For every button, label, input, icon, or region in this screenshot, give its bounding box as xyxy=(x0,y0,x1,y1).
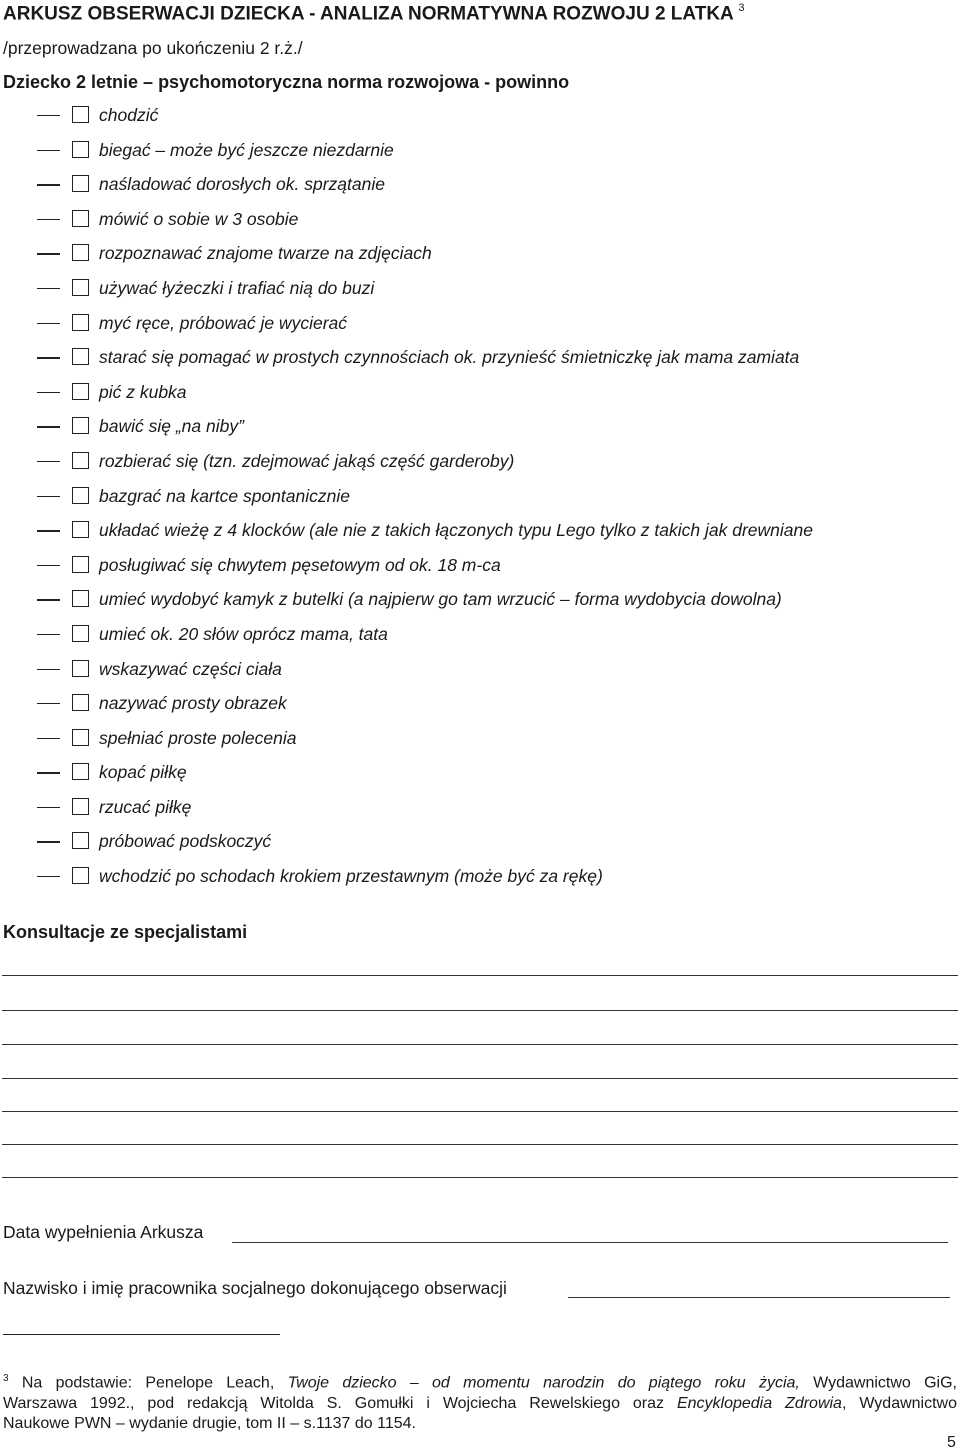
footnote xyxy=(3,1369,957,1435)
footnote-line-2 xyxy=(3,1394,957,1415)
consultation-line[interactable] xyxy=(2,1044,958,1045)
footnote-line-1 xyxy=(3,1369,957,1394)
item-label: spełniać proste polecenia xyxy=(99,727,297,748)
dash-mark xyxy=(37,738,60,739)
consultations-heading: Konsultacje ze specjalistami xyxy=(3,922,248,942)
date-field-label: Data wypełnienia Arkusza xyxy=(3,1222,204,1242)
footnote-book-title: Encyklopedia Zdrowia xyxy=(676,1394,842,1412)
title-text: ARKUSZ OBSERWACJI DZIECKA - ANALIZA NORMATYWNA ROZWOJU 2 LATKA xyxy=(3,3,734,25)
item-label: nazywać prosty obrazek xyxy=(99,693,287,714)
checklist-item xyxy=(0,686,960,721)
consultation-line[interactable] xyxy=(2,975,958,976)
dash-mark xyxy=(37,599,60,600)
footnote-text: Wydawnictwo GiG, xyxy=(799,1374,957,1392)
worker-field-line[interactable] xyxy=(568,1297,950,1298)
item-label: starać się pomagać w prostych czynnościach ok. przynieść śmietniczkę jak mama zamiata xyxy=(99,347,800,368)
footnote-book-title: Twoje dziecko – od momentu narodzin do piątego roku życia, xyxy=(287,1374,800,1392)
dash-mark xyxy=(37,876,60,877)
checkbox[interactable] xyxy=(72,832,89,849)
checkbox[interactable] xyxy=(72,383,89,400)
item-label: używać łyżeczki i trafiać nią do buzi xyxy=(99,277,375,298)
checkbox[interactable] xyxy=(72,694,89,711)
dash-mark xyxy=(37,150,60,151)
checkbox[interactable] xyxy=(72,660,89,677)
checklist-item xyxy=(0,479,960,514)
checklist-item xyxy=(0,859,960,894)
consultation-line[interactable] xyxy=(2,1078,958,1079)
section-heading: Dziecko 2 letnie – psychomotoryczna norma rozwojowa - powinno xyxy=(3,72,570,92)
checklist-item xyxy=(0,548,960,583)
checkbox[interactable] xyxy=(72,798,89,815)
item-label: posługiwać się chwytem pęsetowym od ok. 18 m-ca xyxy=(99,554,501,575)
checklist-item xyxy=(0,721,960,756)
item-label: układać wieżę z 4 klocków (ale nie z takich łączonych typu Lego tylko z takich jak drewniane xyxy=(99,520,813,541)
checklist-item xyxy=(0,236,960,271)
item-label: rozbierać się (tzn. zdejmować jakąś część garderoby) xyxy=(99,450,515,471)
consultation-line[interactable] xyxy=(2,1177,958,1178)
checkbox[interactable] xyxy=(72,590,89,607)
dash-mark xyxy=(37,807,60,808)
item-label: próbować podskoczyć xyxy=(99,831,272,852)
checklist-item xyxy=(0,652,960,687)
checklist-item xyxy=(0,306,960,341)
checkbox[interactable] xyxy=(72,556,89,573)
item-label: rzucać piłkę xyxy=(99,796,192,817)
item-label: rozpoznawać znajome twarze na zdjęciach xyxy=(99,243,432,264)
checklist-item xyxy=(0,617,960,652)
checklist-item xyxy=(0,824,960,859)
checkbox[interactable] xyxy=(72,729,89,746)
item-label: wskazywać części ciała xyxy=(99,658,282,679)
dash-mark xyxy=(37,565,60,566)
item-label: kopać piłkę xyxy=(99,762,187,783)
checkbox[interactable] xyxy=(72,763,89,780)
page-title xyxy=(3,3,744,25)
worker-field-label: Nazwisko i imię pracownika socjalnego dokonującego obserwacji xyxy=(3,1278,507,1298)
checkbox[interactable] xyxy=(72,521,89,538)
item-label: naśladować dorosłych ok. sprzątanie xyxy=(99,174,385,195)
dash-mark xyxy=(37,530,60,531)
dash-mark xyxy=(37,219,60,220)
item-label: umieć wydobyć kamyk z butelki (a najpierw go tam wrzucić – forma wydobycia dowolna) xyxy=(99,589,782,610)
dash-mark xyxy=(37,496,60,497)
dash-mark xyxy=(37,703,60,704)
dash-mark xyxy=(37,253,60,254)
item-label: mówić o sobie w 3 osobie xyxy=(99,208,299,229)
consultation-line[interactable] xyxy=(2,1010,958,1011)
dash-mark xyxy=(37,184,60,185)
dash-mark xyxy=(37,772,60,773)
checkbox[interactable] xyxy=(72,141,89,158)
checklist-item xyxy=(0,271,960,306)
dash-mark xyxy=(37,392,60,393)
footnote-text: Na podstawie: Penelope Leach, xyxy=(21,1374,288,1392)
checkbox[interactable] xyxy=(72,244,89,261)
item-label: umieć ok. 20 słów oprócz mama, tata xyxy=(99,623,388,644)
checkbox[interactable] xyxy=(72,417,89,434)
dash-mark xyxy=(37,288,60,289)
dash-mark xyxy=(37,669,60,670)
checkbox[interactable] xyxy=(72,175,89,192)
item-label: wchodzić po schodach krokiem przestawnym (może być za rękę) xyxy=(99,866,603,887)
footnote-text: , Wydawnictwo xyxy=(841,1394,958,1412)
checkbox[interactable] xyxy=(72,452,89,469)
title-footnote-mark: 3 xyxy=(738,2,745,14)
checklist-item xyxy=(0,98,960,133)
item-label: myć ręce, próbować je wycierać xyxy=(99,312,347,333)
dash-mark xyxy=(37,323,60,324)
dash-mark xyxy=(37,841,60,842)
checkbox[interactable] xyxy=(72,487,89,504)
checklist-item xyxy=(0,202,960,237)
checklist-item xyxy=(0,409,960,444)
checklist-item xyxy=(0,340,960,375)
checkbox[interactable] xyxy=(72,867,89,884)
checklist-item xyxy=(0,133,960,168)
item-label: biegać – może być jeszcze niezdarnie xyxy=(99,139,394,160)
date-field-line[interactable] xyxy=(232,1242,948,1243)
footnote-line-3: Naukowe PWN – wydanie drugie, tom II – s.1137 do 1154. xyxy=(3,1415,416,1433)
checkbox[interactable] xyxy=(72,279,89,296)
item-label: bawić się „na niby” xyxy=(99,416,244,437)
dash-mark xyxy=(37,426,60,427)
checkbox[interactable] xyxy=(72,625,89,642)
footnote-separator xyxy=(3,1334,280,1335)
consultation-line[interactable] xyxy=(2,1111,958,1112)
consultation-line[interactable] xyxy=(2,1144,958,1145)
checklist-item xyxy=(0,790,960,825)
page-subtitle: /przeprowadzana po ukończeniu 2 r.ż./ xyxy=(3,38,303,58)
checkbox[interactable] xyxy=(72,106,89,123)
checklist-item xyxy=(0,444,960,479)
dash-mark xyxy=(37,115,60,116)
checklist-item xyxy=(0,167,960,202)
dash-mark xyxy=(37,357,60,358)
item-label: chodzić xyxy=(99,105,159,125)
checklist-item xyxy=(0,513,960,548)
page-number: 5 xyxy=(947,1434,956,1451)
checklist xyxy=(0,98,960,894)
footnote-mark: 3 xyxy=(3,1373,9,1384)
item-label: bazgrać na kartce spontanicznie xyxy=(99,485,350,506)
dash-mark xyxy=(37,634,60,635)
dash-mark xyxy=(37,461,60,462)
checkbox[interactable] xyxy=(72,348,89,365)
checklist-item xyxy=(0,582,960,617)
checkbox[interactable] xyxy=(72,314,89,331)
checklist-item xyxy=(0,375,960,410)
checkbox[interactable] xyxy=(72,210,89,227)
item-label: pić z kubka xyxy=(99,381,187,402)
footnote-text: Warszawa 1992., pod redakcją Witolda S. Gomułki i Wojciecha Rewelskiego oraz xyxy=(3,1394,677,1412)
checklist-item xyxy=(0,755,960,790)
